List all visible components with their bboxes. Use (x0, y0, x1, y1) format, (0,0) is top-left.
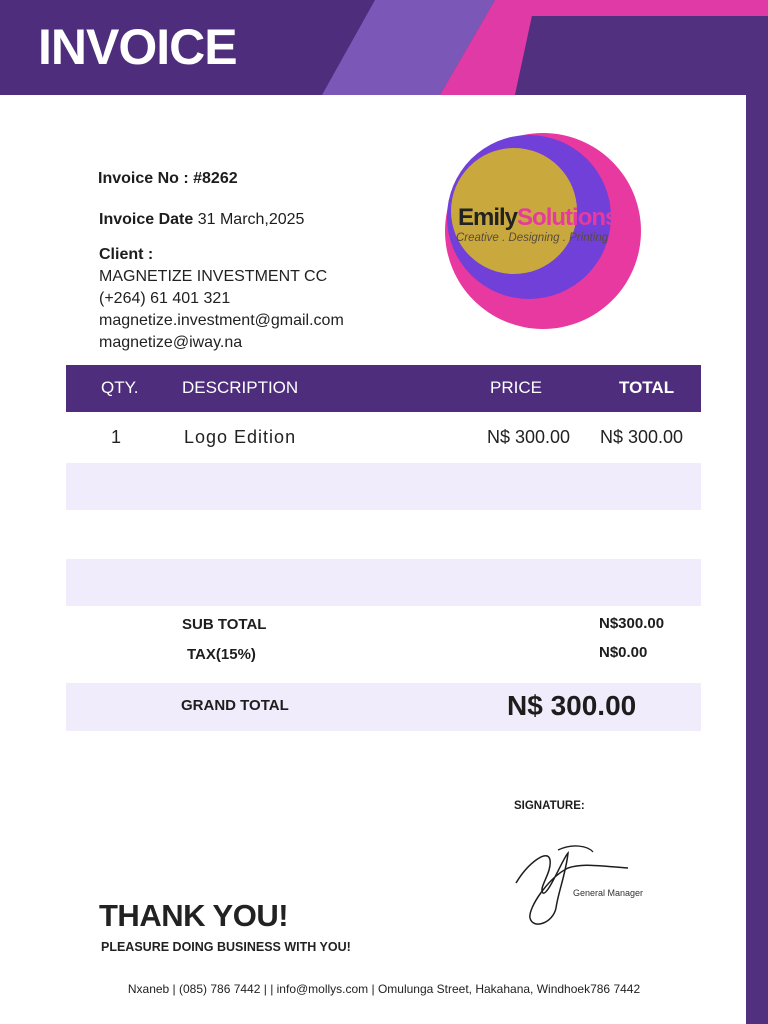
logo-name: EmilySolutions (458, 204, 618, 231)
grand-total-row (66, 683, 701, 731)
grand-total-label: GRAND TOTAL (181, 697, 289, 714)
col-price: PRICE (490, 378, 542, 397)
client-name: MAGNETIZE INVESTMENT CC (99, 268, 328, 285)
company-logo (444, 128, 644, 333)
row-price: N$ 300.00 (487, 427, 571, 447)
signature-scribble (508, 838, 648, 933)
table-row-empty (66, 559, 701, 606)
thank-you-heading: THANK YOU! (99, 898, 289, 933)
client-email-alt: magnetize@iway.na (99, 334, 243, 351)
invoice-heading: INVOICE (38, 19, 237, 75)
col-qty: QTY. (101, 378, 139, 397)
grand-total-value: N$ 300.00 (507, 690, 637, 721)
right-decor-stripe (746, 0, 768, 1024)
invoice-date-value: 31 March,2025 (197, 211, 305, 228)
header-banner (0, 0, 768, 95)
logo-tagline: Creative . Designing . Printing (456, 232, 609, 244)
table-header (66, 365, 701, 412)
col-description: DESCRIPTION (182, 378, 299, 397)
tax-label: TAX(15%) (187, 646, 256, 663)
invoice-number-label: Invoice No (98, 170, 179, 187)
client-phone: (+264) 61 401 321 (99, 290, 231, 307)
invoice-date-label: Invoice Date (99, 211, 194, 228)
footer-contact: Nxaneb | (085) 786 7442 | | info@mollys.com | Omulunga Street, Hakahana, Windhoek786 7442 (127, 982, 641, 996)
table-row (66, 413, 701, 460)
table-row-empty (66, 463, 701, 510)
subtotal-label: SUB TOTAL (182, 616, 267, 633)
closing-message: PLEASURE DOING BUSINESS WITH YOU! (101, 940, 351, 954)
row-qty: 1 (111, 427, 122, 447)
invoice-date (99, 211, 304, 229)
invoice-number-value: : #8262 (183, 170, 238, 187)
tax-value: N$0.00 (599, 644, 648, 661)
col-total: TOTAL (619, 378, 675, 397)
signature-label: SIGNATURE: (514, 800, 585, 812)
client-label: Client : (99, 246, 154, 263)
client-email: magnetize.investment@gmail.com (99, 312, 344, 329)
table-row-empty (66, 510, 701, 557)
invoice-number (98, 170, 238, 188)
signature-title: General Manager (573, 888, 644, 898)
row-total: N$ 300.00 (600, 427, 684, 447)
subtotal-value: N$300.00 (599, 615, 665, 632)
client-details (99, 266, 344, 354)
row-description: Logo Edition (184, 427, 297, 447)
